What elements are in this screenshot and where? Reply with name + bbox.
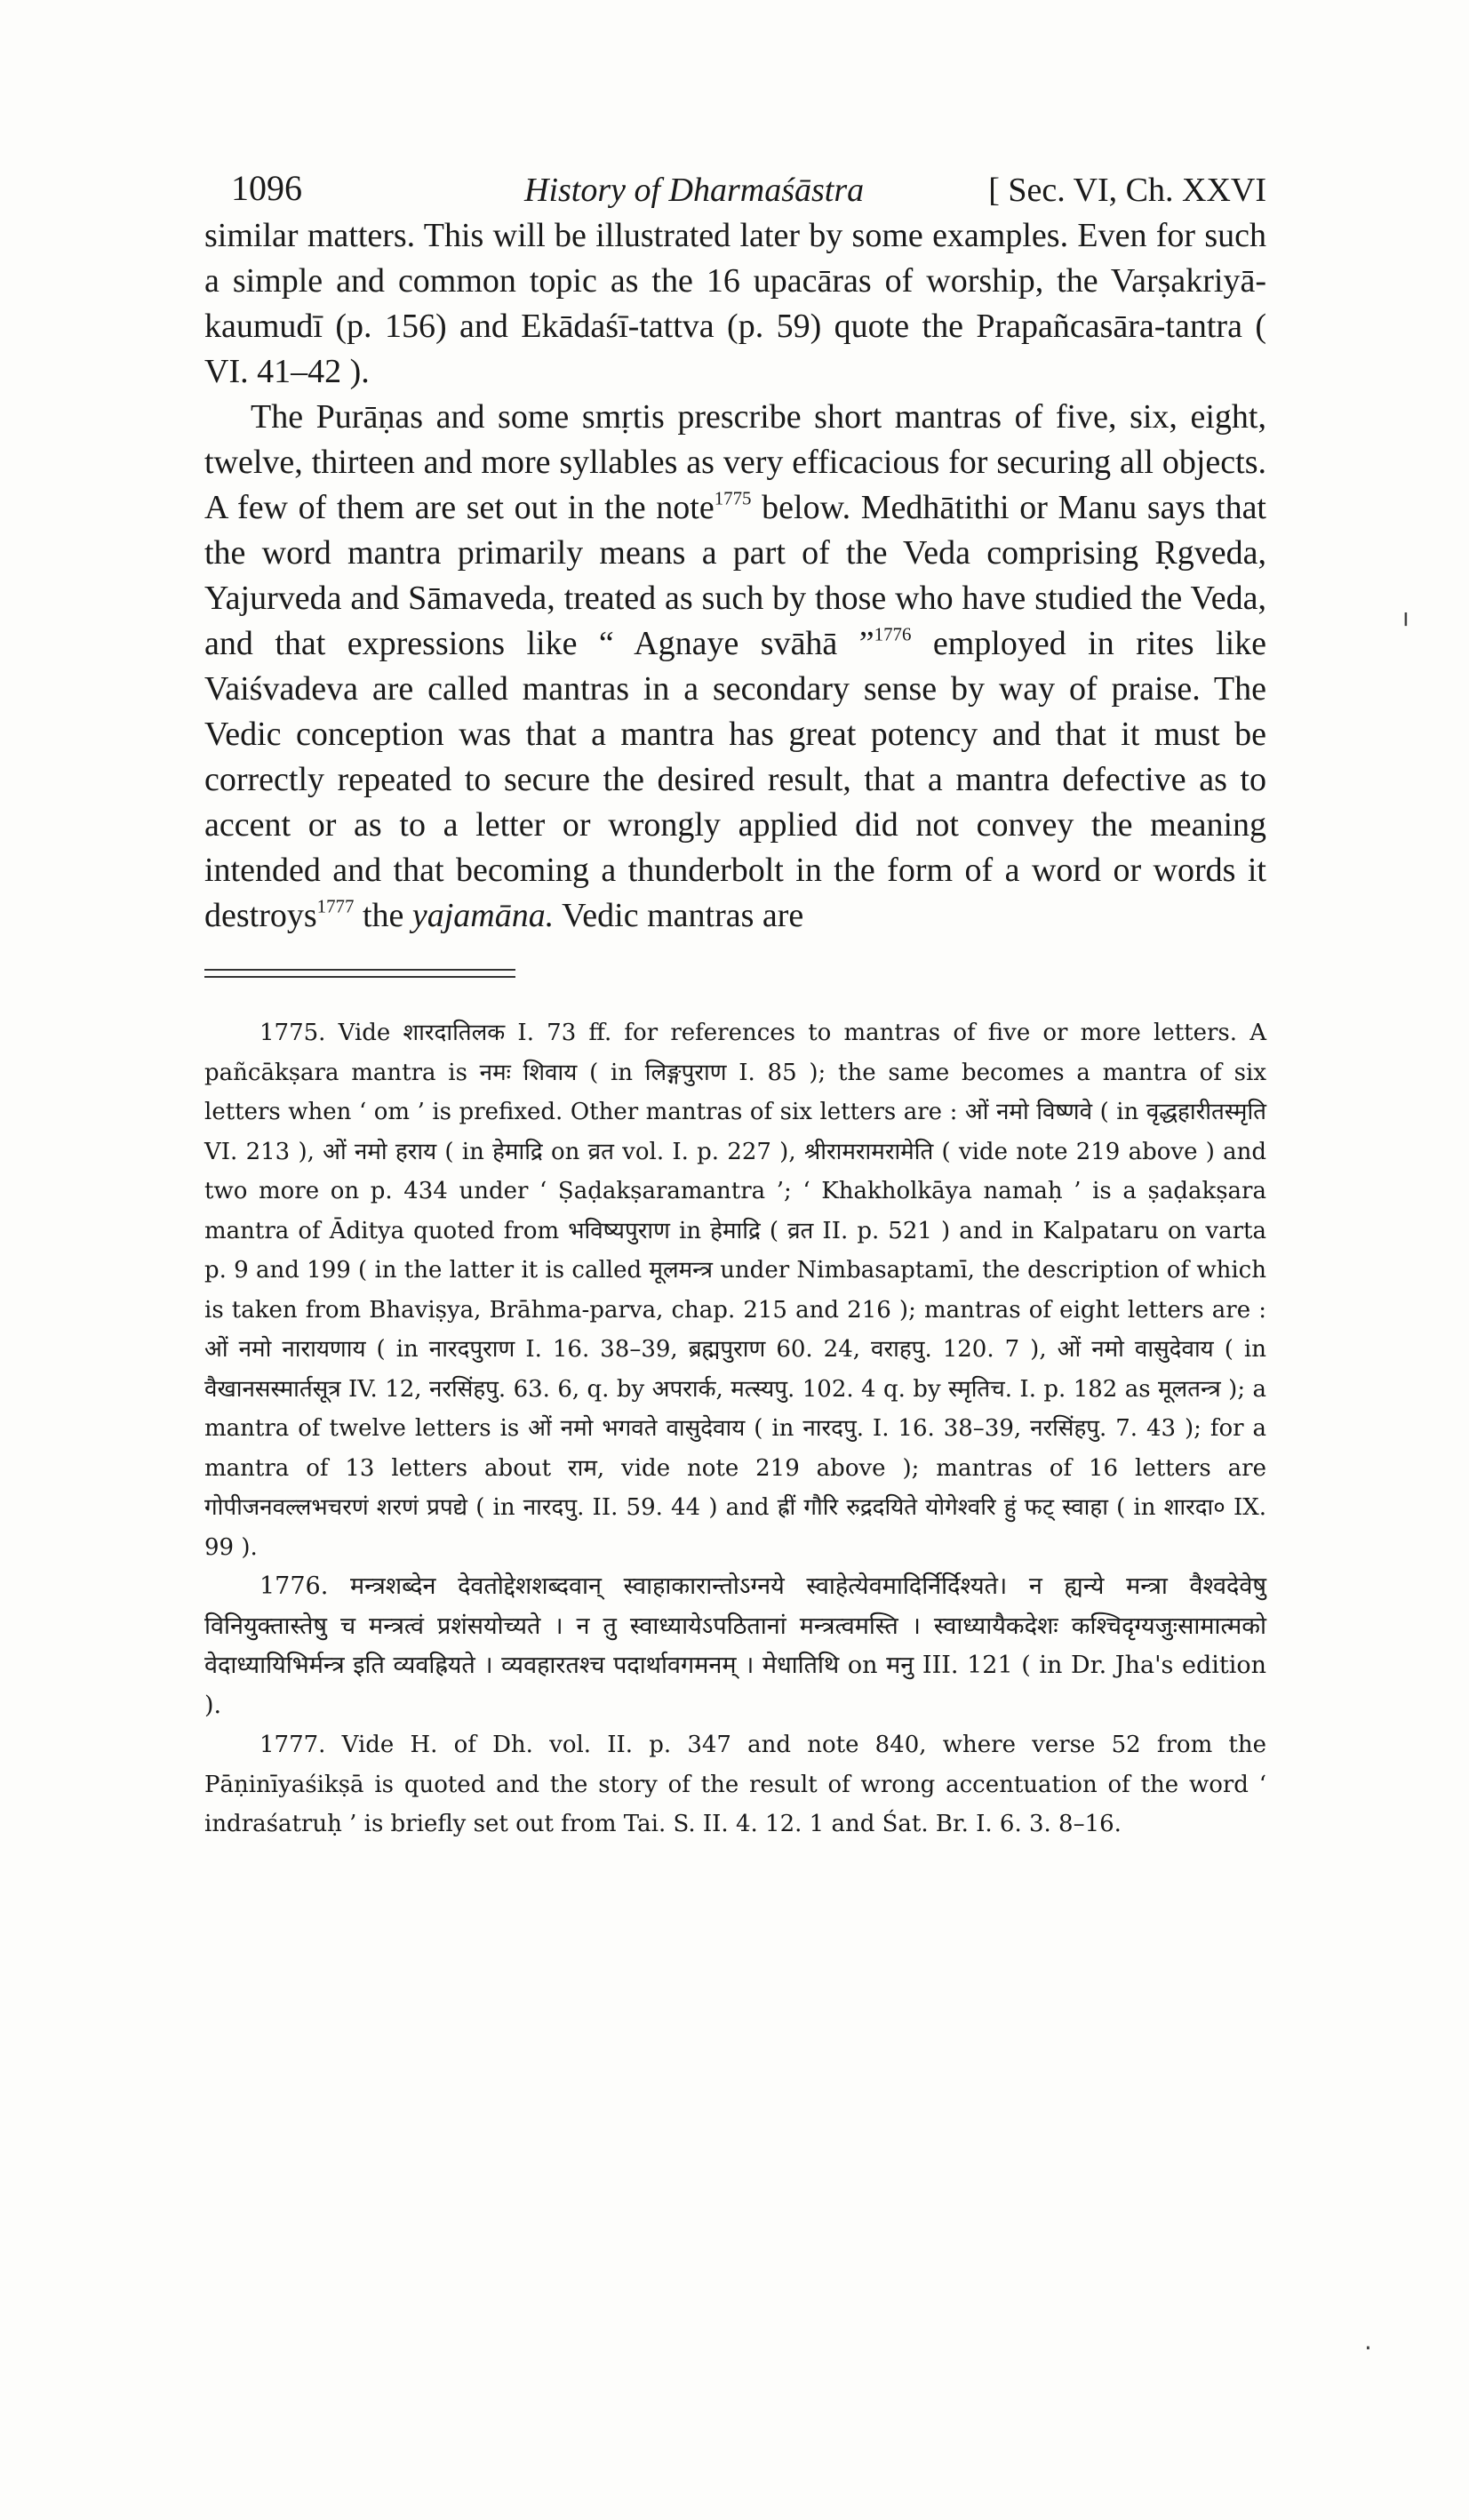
- page-content: [204, 151, 1266, 1844]
- margin-dot: ·: [1364, 2333, 1372, 2363]
- text-run: employed in rites like Vaiśvadeva are called mantras in a secondary sense by way of praise. The Vedic conception was that a mantra has great potency and that it must be correctly repeated to secure the desired result, that a mantra defective as to accent or as to a letter or wrongly applied did not convey the meaning intended and that becoming a thunderbolt in the form of a word or words it destroys: [204, 625, 1267, 934]
- footnote-1776: 1776. मन्त्रशब्देन देवतोद्देशशब्दवान् स्वाहाकारान्तोऽग्नये स्वाहेत्येवमादिर्निर्दिश्यते। न ह्यन्ये मन्त्रा वैश्वदेवेषु विनियुक्तास्तेषु च मन्त्रत्वं प्रशंसयोच्यते । न तु स्वाध्यायेऽपठितानां मन्त्रत्वमस्ति । स्वाध्यायैकदेशः कश्चिदृग्यजुःसामात्मको वेदाध्यायिभिर्मन्त्र इति व्यवह्रियते । व्यवहारतश्च पदार्थावगमनम् । मेधातिथि on मनु III. 121 ( in Dr. Jha's edition ).: [204, 1572, 1266, 1719]
- page-number: 1096: [231, 168, 302, 208]
- section-label: [ Sec. VI, Ch. XXVI: [988, 172, 1266, 209]
- emphasis-term: yajamāna.: [411, 897, 555, 934]
- footnote-ref: 1777: [316, 895, 355, 917]
- margin-mark: ı: [1402, 603, 1409, 632]
- text-run: Vedic mantras are: [554, 897, 804, 934]
- paragraph: similar matters. This will be illustrated later by some examples. Even for such a simple and common topic as the 16 upacāras of worship, the Varṣakriyā-kaumudī (p. 156) and Ekādaśī-tattva (p. 59) quote the Prapañcasāra-tantra ( VI. 41–42 ).: [204, 217, 1266, 390]
- running-header: [204, 151, 1266, 213]
- text-run: below. Medhātithi or Manu says that the word mantra primarily means a part of the Veda comprising Ṛgveda, Yajurveda and Sāmaveda, treated as such by those who have studied the Veda, and that expressions like “ Agnaye svāhā ”: [204, 489, 1266, 662]
- footnote-1775: 1775. Vide शारदातिलक I. 73 ff. for references to mantras of five or more letters. A pañcākṣara mantra is नमः शिवाय ( in लिङ्गपुराण I. 85 ); the same becomes a mantra of six letters when ‘ om ’ is prefixed. Other mantras of six letters are : ओं नमो विष्णवे ( in वृद्धहारीतस्मृति VI. 213 ), ओं नमो हराय ( in हेमाद्रि on व्रत vol. I. p. 227 ), श्रीरामरामरामेति ( vide note 219 above ) and two more on p. 434 under ‘ Ṣaḍakṣaramantra ’; ‘ Khakholkāya namaḥ ’ is a ṣaḍakṣara mantra of Āditya quoted from भविष्यपुराण in हेमाद्रि ( व्रत II. p. 521 ) and in Kalpataru on varta p. 9 and 199 ( in the latter it is called मूलमन्त्र under Nimbasaptamī, the description of which is taken from Bhaviṣya, Brāhma-parva, chap. 215 and 216 ); mantras of eight letters are : ओं नमो नारायणाय ( in नारदपुराण I. 16. 38–39, ब्रह्मपुराण 60. 24, वराहपु. 120. 7 ), ओं नमो वासुदेवाय ( in वैखानसस्मार्तसूत्र IV. 12, नरसिंहपु. 63. 6, q. by अपरार्क, मत्स्यपु. 102. 4 q. by स्मृतिच. I. p. 182 as मूलतन्त्र ); a mantra of twelve letters is ओं नमो भगवते वासुदेवाय ( in नारदपु. I. 16. 38–39, नरसिंहपु. 7. 43 ); for a mantra of 13 letters about राम, vide note 219 above ); mantras of 16 letters are गोपीजनवल्लभचरणं शरणं प्रपद्ये ( in नारदपु. II. 59. 44 ) and ह्रीं गौरि रुद्रदयिते योगेश्वरि हुं फट् स्वाहा ( in शारदा० IX. 99 ).: [204, 1020, 1266, 1561]
- footnote-ref: 1776: [874, 623, 912, 645]
- footnote-1777: 1777. Vide H. of Dh. vol. II. p. 347 and note 840, where verse 52 from the Pāṇinīyaśikṣā is quoted and the story of the result of wrong accentuation of the word ‘ indraśatruḥ ’ is briefly set out from Tai. S. II. 4. 12. 1 and Śat. Br. I. 6. 3. 8–16.: [204, 1732, 1266, 1837]
- text-run: the: [354, 897, 412, 934]
- running-title: History of Dharmaśāstra: [524, 172, 865, 209]
- footnote-ref: 1775: [714, 487, 752, 509]
- text-run: The Purāṇas and some smṛtis prescribe short mantras of five, six, eight, twelve, thirteen and more syllables as very efficacious for securing all objects. A few of them are set out in the note: [204, 398, 1266, 526]
- footnote-divider: [204, 969, 515, 978]
- main-text: [204, 213, 1266, 939]
- footnotes: [204, 1013, 1266, 1844]
- paragraph: [204, 395, 1266, 939]
